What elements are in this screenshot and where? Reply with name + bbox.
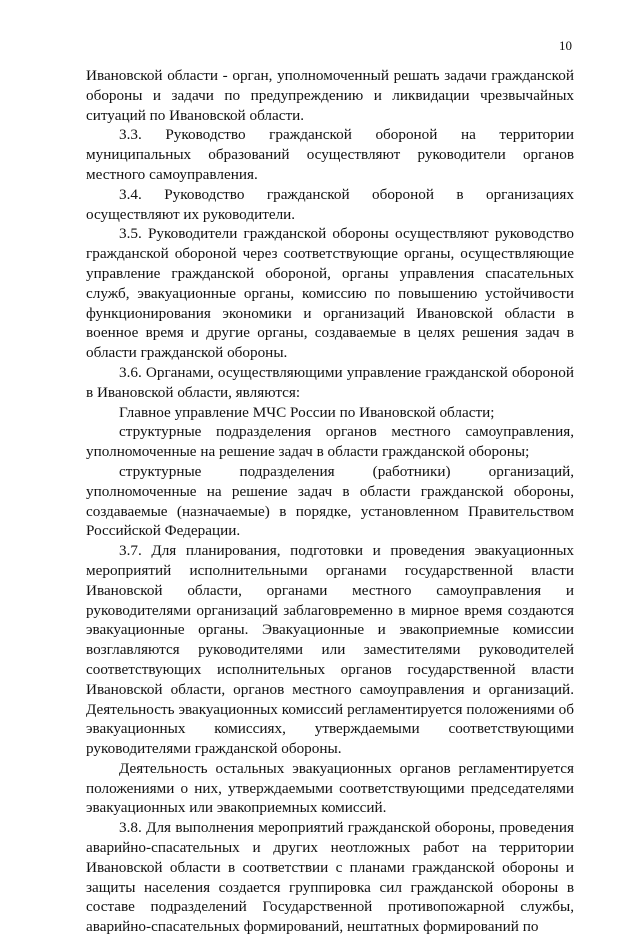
list-item-local-divisions: структурные подразделения органов местного самоуправления, уполномоченные на решение задач в области гражданской обороны;	[86, 423, 574, 461]
paragraph-continuation: Ивановской области - орган, уполномоченный решать задачи гражданской обороны и задачи по предупреждению и ликвидации чрезвычайных ситуаций по Ивановской области.	[86, 67, 574, 124]
paragraph-3-7: 3.7. Для планирования, подготовки и проведения эвакуационных мероприятий исполнительными органами государственной власти Ивановской области, органами местного самоуправления и руководителями организаций заблаговременно в мирное время создаются эвакуационные органы. Эвакуационные и эвакоприемные комиссии возглавляются руководителями или заместителями руководителей соответствующих исполнительных органов государственной власти Ивановской области, органов местного самоуправления и организаций. Деятельность эвакуационных комиссий регламентируется положениями об эвакуационных комиссиях, утверждаемыми соответствующими руководителями гражданской обороны.	[86, 542, 574, 758]
list-item-organization-divisions: структурные подразделения (работники) организаций, уполномоченные на решение задач в области гражданской обороны, создаваемые (назначаемые) в порядке, установленном Правительством Российской Федерации.	[86, 462, 574, 540]
list-item-main-directorate: Главное управление МЧС России по Ивановской области;	[119, 403, 495, 421]
document-body	[86, 66, 574, 937]
paragraph-3-3: 3.3. Руководство гражданской обороной на территории муниципальных образований осуществляют руководители органов местного самоуправления.	[86, 126, 574, 183]
page-number: 10	[559, 38, 572, 53]
paragraph-3-6: 3.6. Органами, осуществляющими управление гражданской обороной в Ивановской области, являются:	[86, 363, 574, 401]
paragraph-3-4: 3.4. Руководство гражданской обороной в организациях осуществляют их руководители.	[86, 185, 574, 223]
paragraph-evacuation-bodies: Деятельность остальных эвакуационных органов регламентируется положениями о них, утверждаемыми соответствующими председателями эвакуационных или эвакоприемных комиссий.	[86, 759, 574, 817]
paragraph-3-5: 3.5. Руководители гражданской обороны осуществляют руководство гражданской обороной через соответствующие органы, осуществляющие управление гражданской обороной, органы управления спасательных служб, эвакуационные органы, комиссию по повышению устойчивости функционирования экономики и организаций Ивановской области в военное время и другие органы, создаваемые в целях решения задач в области гражданской обороны.	[86, 225, 574, 362]
paragraph-3-8: 3.8. Для выполнения мероприятий гражданской обороны, проведения аварийно-спасательных и других неотложных работ на территории Ивановской области в соответствии с планами гражданской обороны и защиты населения создается группировка сил гражданской обороны в составе подразделений Государственной противопожарной службы, аварийно-спасательных формирований, нештатных формирований по	[86, 819, 574, 936]
